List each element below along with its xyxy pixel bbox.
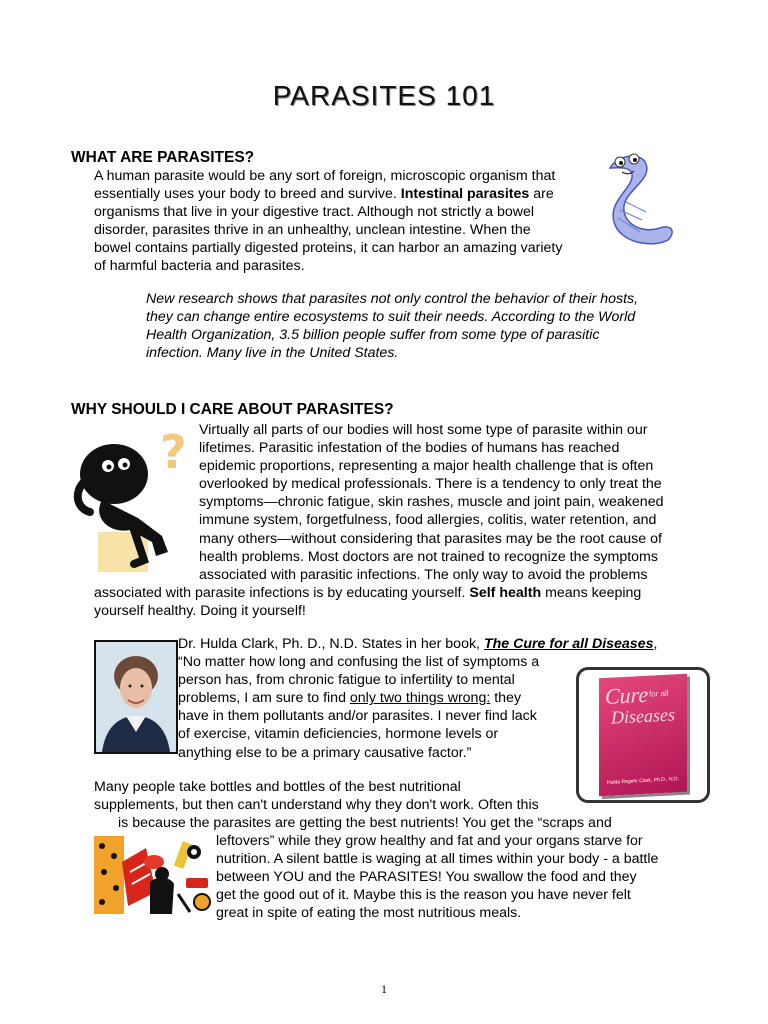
paragraph-what [94,167,562,276]
text-line: overlooked by medical professionals. There is a tendency to only treat the [199,476,662,493]
text-line: leftovers” while they grow healthy and fat and your organs starve for [216,833,643,849]
paragraph-supplements-indent [118,814,612,832]
text-line: supplements, but then can't understand why they don't work. Often this [94,797,539,814]
text-line: “No matter how long and confusing the list of symptoms a [178,654,540,671]
paragraph-supplements-top [94,778,539,814]
text-line: symptoms—chronic fatigue, skin rashes, muscle and joint pain, weakened [199,494,664,511]
text-line: is because the parasites are getting the best nutrients! You get the “scraps and [118,815,612,831]
text-line: anything else to be a primary causative factor.” [178,744,472,761]
text-line: lifetimes. Parasitic infestation of the bodies of humans has reached [199,440,620,457]
text-line: health problems. Most doctors are not trained to recognize the symptoms [199,548,658,565]
text-line: epidemic proportions, representing a major health challenge that is often [199,458,654,475]
page-number: 1 [381,982,387,996]
book-cover-subtitle: for all [649,688,669,699]
paragraph-why-top [199,421,663,584]
text-line: have in them pollutants and/or parasites. I never find lack [178,708,537,725]
text-line: essentially uses your body to breed and survive. Intestinal parasites are [94,186,554,203]
text-line: bowel contains partially digested proteins, it can harbor an amazing variety [94,240,563,257]
text-line: infection. Many live in the United States. [146,345,399,362]
text-line: associated with parasite infections is by educating yourself. Self health means keeping [94,585,642,601]
text-line: person has, from chronic fatigue to infertility to mental [178,672,515,689]
book-cover-author: Hulda Regehr Clark, Ph.D., N.D. [607,776,679,786]
text-line: many others—without considering that parasites may be the root cause of [199,530,662,547]
text-line: great in spite of eating the most nutritious meals. [216,905,522,922]
text-line: A human parasite would be any sort of foreign, microscopic organism that [94,168,556,184]
text-line: Dr. Hulda Clark, Ph. D., N.D. States in her book, The Cure for all Diseases, [178,636,658,652]
book-cover-title: Cure [605,681,649,709]
text-line: get the good out of it. Maybe this is the reason you have never felt [216,887,631,904]
text-line: Virtually all parts of our bodies will host some type of parasite within our [199,422,648,438]
quote-research [146,290,638,362]
text-line: they can change entire ecosystems to suit their needs. According to the World [146,309,636,326]
text-line: between YOU and the PARASITES! You swallow the food and they [216,869,637,886]
book-cover-image [576,667,710,803]
page-title: PARASITES 101 [272,80,496,111]
text-line: of harmful bacteria and parasites. [94,258,305,275]
food-collage-illustration [94,832,214,918]
text-line: Health Organization, 3.5 billion people suffer from some type of parasitic [146,327,600,344]
section-heading-what: WHAT ARE PARASITES? [71,149,255,166]
text-line: of exercise, vitamin deficiencies, hormone levels or [178,726,499,743]
svg-text:?: ? [160,425,187,479]
text-line: yourself healthy. Doing it yourself! [94,603,306,620]
text-line: disorder, parasites thrive in an unhealthy, unclean intestine. When the [94,222,531,239]
section-heading-why: WHY SHOULD I CARE ABOUT PARASITES? [71,401,394,418]
thinking-figure-illustration [72,422,200,572]
text-line: associated with parasitic infections. The only way to avoid the problems [199,566,648,583]
text-line: immune system, forgetfulness, food allergies, colitis, water retention, and [199,512,657,529]
author-photo [94,640,178,754]
book-title: The Cure for all Diseases [483,636,654,652]
text-line: Many people take bottles and bottles of the best nutritional [94,779,461,795]
paragraph-supplements-bottom [216,832,658,922]
text-line: problems, I am sure to find only two things wrong: they [178,690,522,707]
text-line: organisms that live in your digestive tract. Although not strictly a bowel [94,204,535,221]
paragraph-why-bottom [94,584,641,620]
text-line: New research shows that parasites not only control the behavior of their hosts, [146,291,639,307]
worm-illustration [596,150,680,250]
text-line: nutrition. A silent battle is waging at all times within your body - a battle [216,851,659,868]
book-cover-title-2: Diseases [611,704,675,728]
